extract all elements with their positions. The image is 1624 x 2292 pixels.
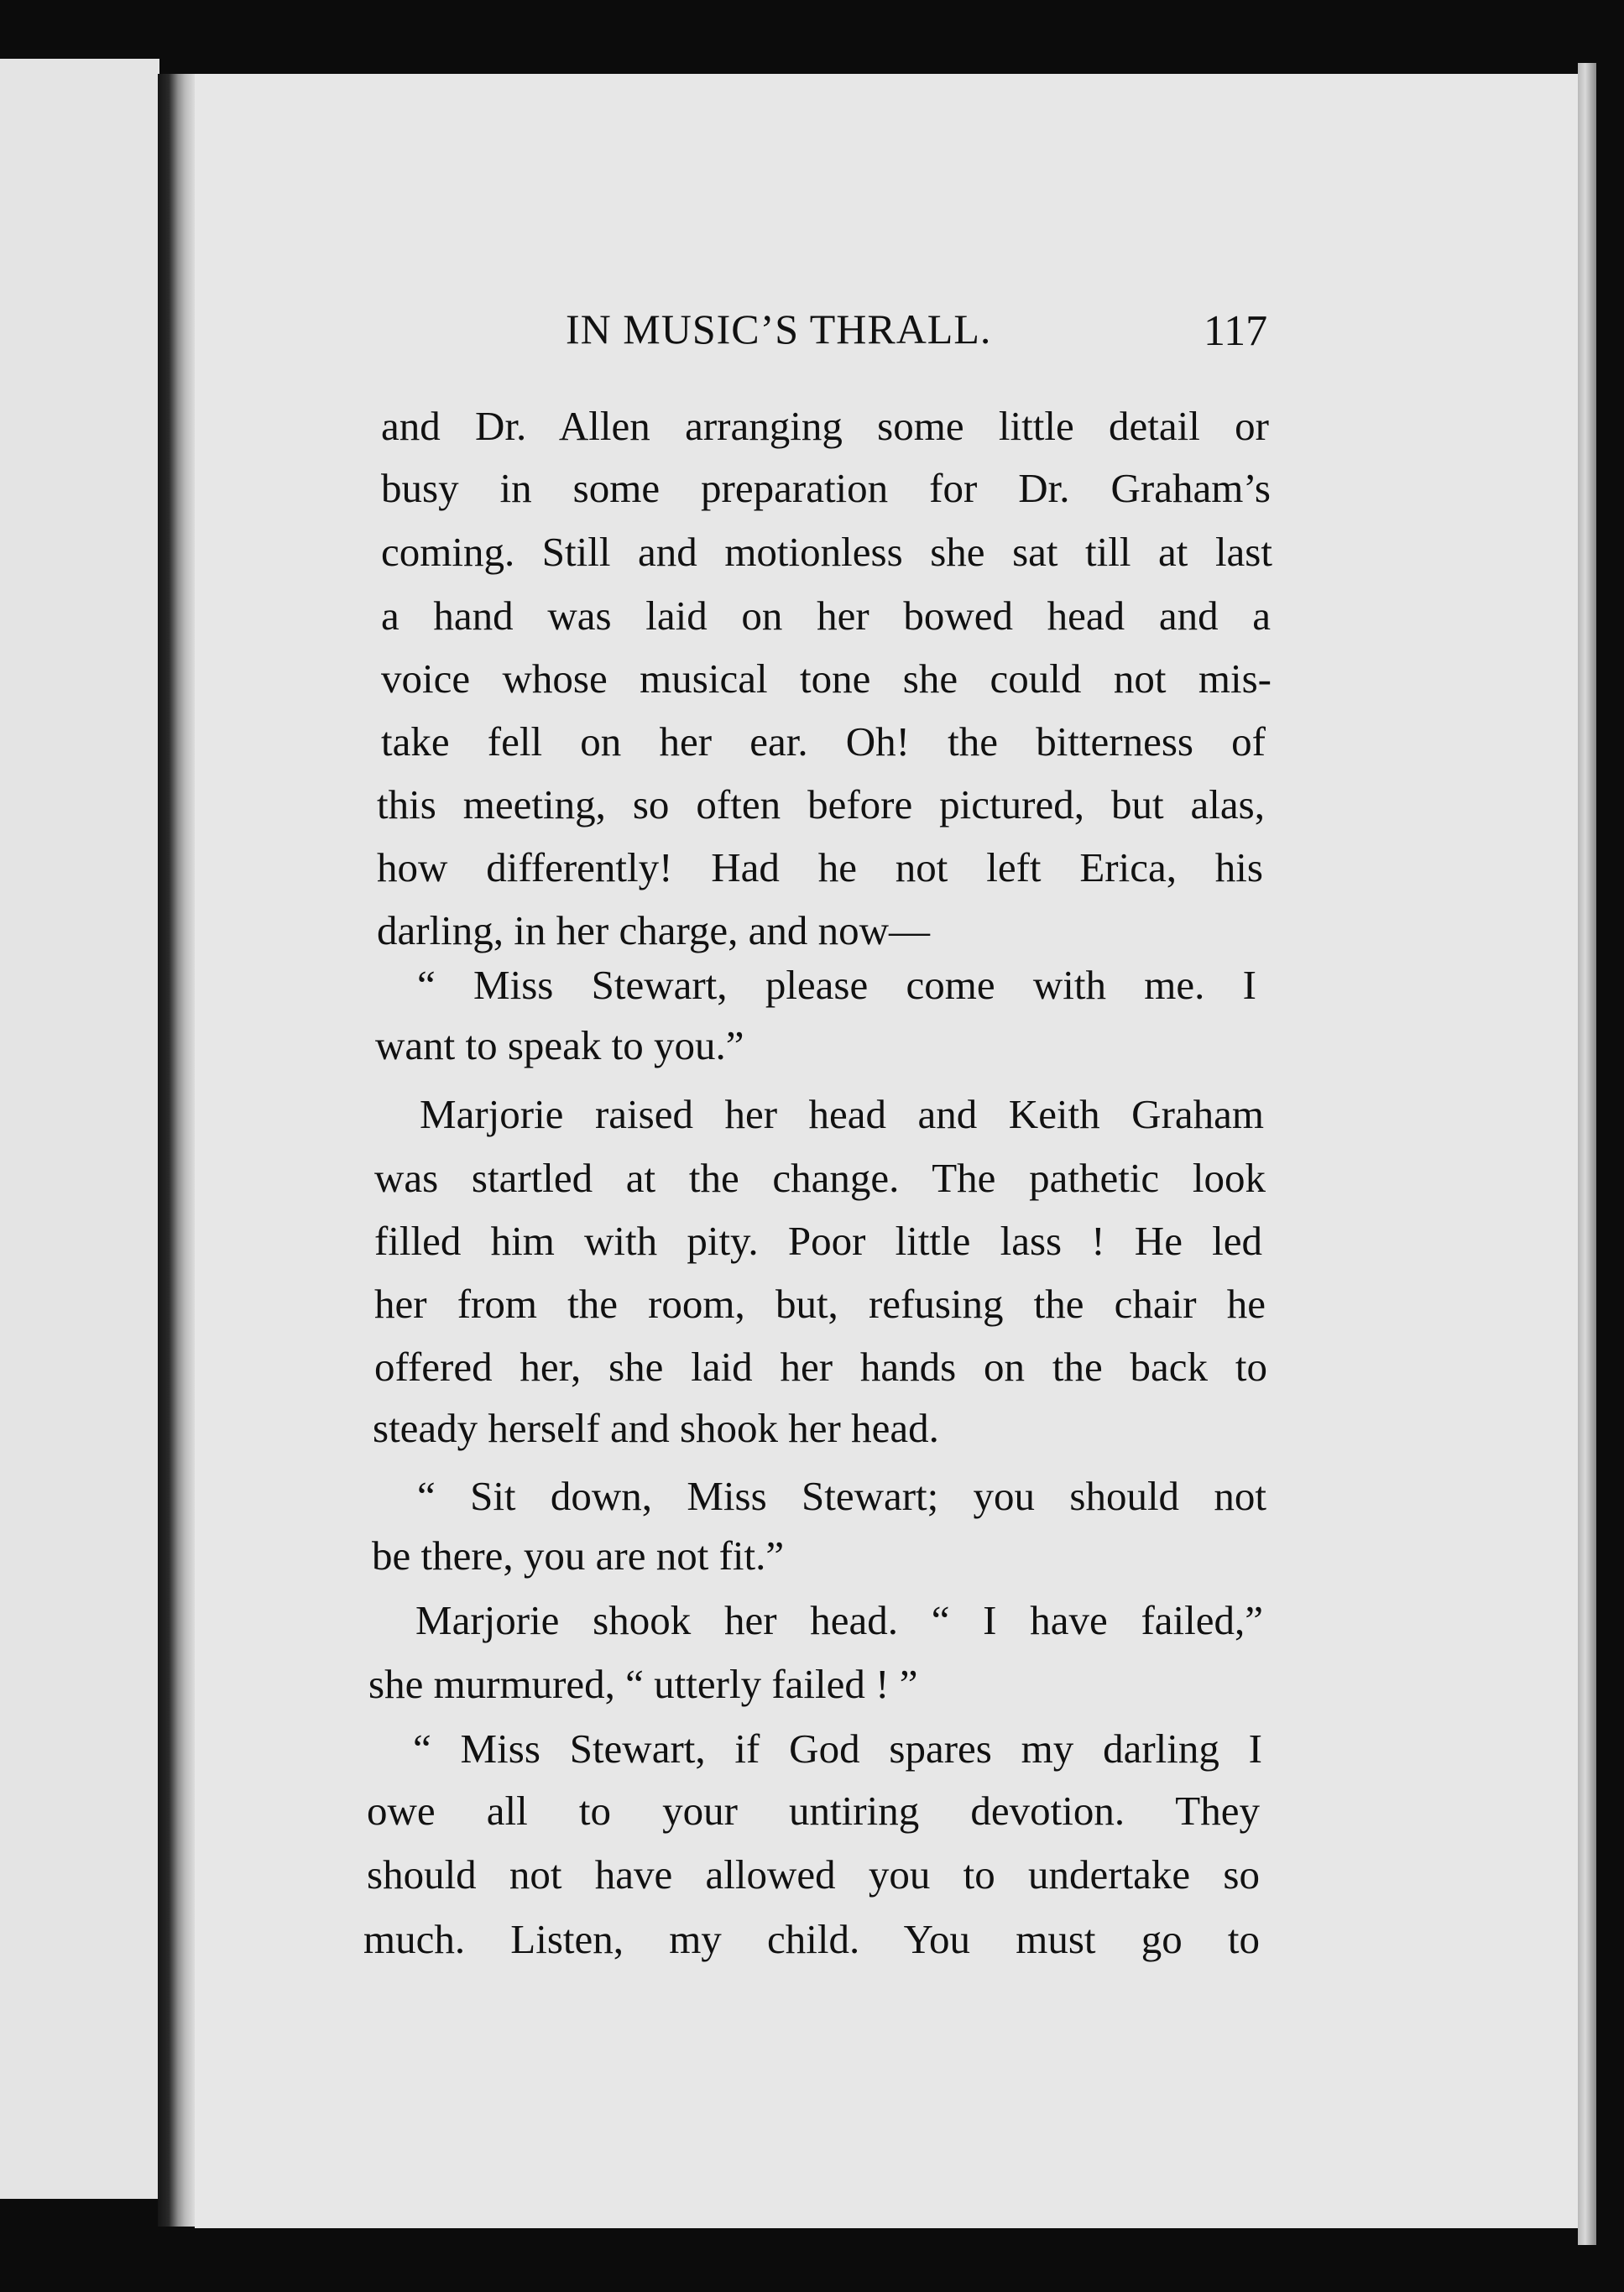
body-line: filled him with pity. Poor little lass ! He led (374, 1218, 1262, 1264)
body-line: was startled at the change. The pathetic look (374, 1155, 1266, 1201)
book-spine-shadow (158, 74, 195, 2227)
body-line: Marjorie shook her head. “ I have failed,” (415, 1597, 1263, 1643)
body-line: coming. Still and motionless she sat till at last (381, 529, 1272, 575)
body-line: her from the room, but, refusing the chair he (374, 1281, 1266, 1327)
body-line: take fell on her ear. Oh! the bitterness of (381, 718, 1266, 765)
running-head (566, 298, 1279, 365)
body-line: steady herself and shook her head. (373, 1405, 939, 1451)
body-line: owe all to your untiring devotion. They (367, 1788, 1260, 1834)
body-line: offered her, she laid her hands on the back to (374, 1344, 1267, 1390)
body-line: darling, in her charge, and now— (377, 907, 931, 953)
body-line: busy in some preparation for Dr. Graham’s (381, 465, 1271, 511)
body-line: how differently! Had he not left Erica, his (377, 844, 1263, 890)
body-line: “ Sit down, Miss Stewart; you should not (417, 1473, 1266, 1519)
page-number: 117 (1204, 307, 1268, 355)
body-line: this meeting, so often before pictured, but alas, (377, 781, 1265, 828)
running-title: IN MUSIC’S THRALL. (566, 305, 992, 352)
body-line: “ Miss Stewart, please come with me. I (417, 962, 1256, 1008)
body-line: a hand was laid on her bowed head and a (381, 593, 1271, 639)
left-page-edge (0, 59, 159, 2199)
body-line: voice whose musical tone she could not mis- (381, 655, 1272, 702)
body-line: be there, you are not fit.” (372, 1532, 785, 1579)
body-line: should not have allowed you to undertake so (367, 1851, 1260, 1898)
body-line: she murmured, “ utterly failed ! ” (368, 1661, 918, 1707)
body-line: “ Miss Stewart, if God spares my darling I (413, 1726, 1262, 1772)
body-line: and Dr. Allen arranging some little detail or (381, 403, 1269, 449)
right-page-edge (1578, 63, 1596, 2245)
body-line: much. Listen, my child. You must go to (363, 1916, 1260, 1962)
body-line: Marjorie raised her head and Keith Graham (420, 1091, 1264, 1137)
body-line: want to speak to you.” (375, 1022, 744, 1068)
